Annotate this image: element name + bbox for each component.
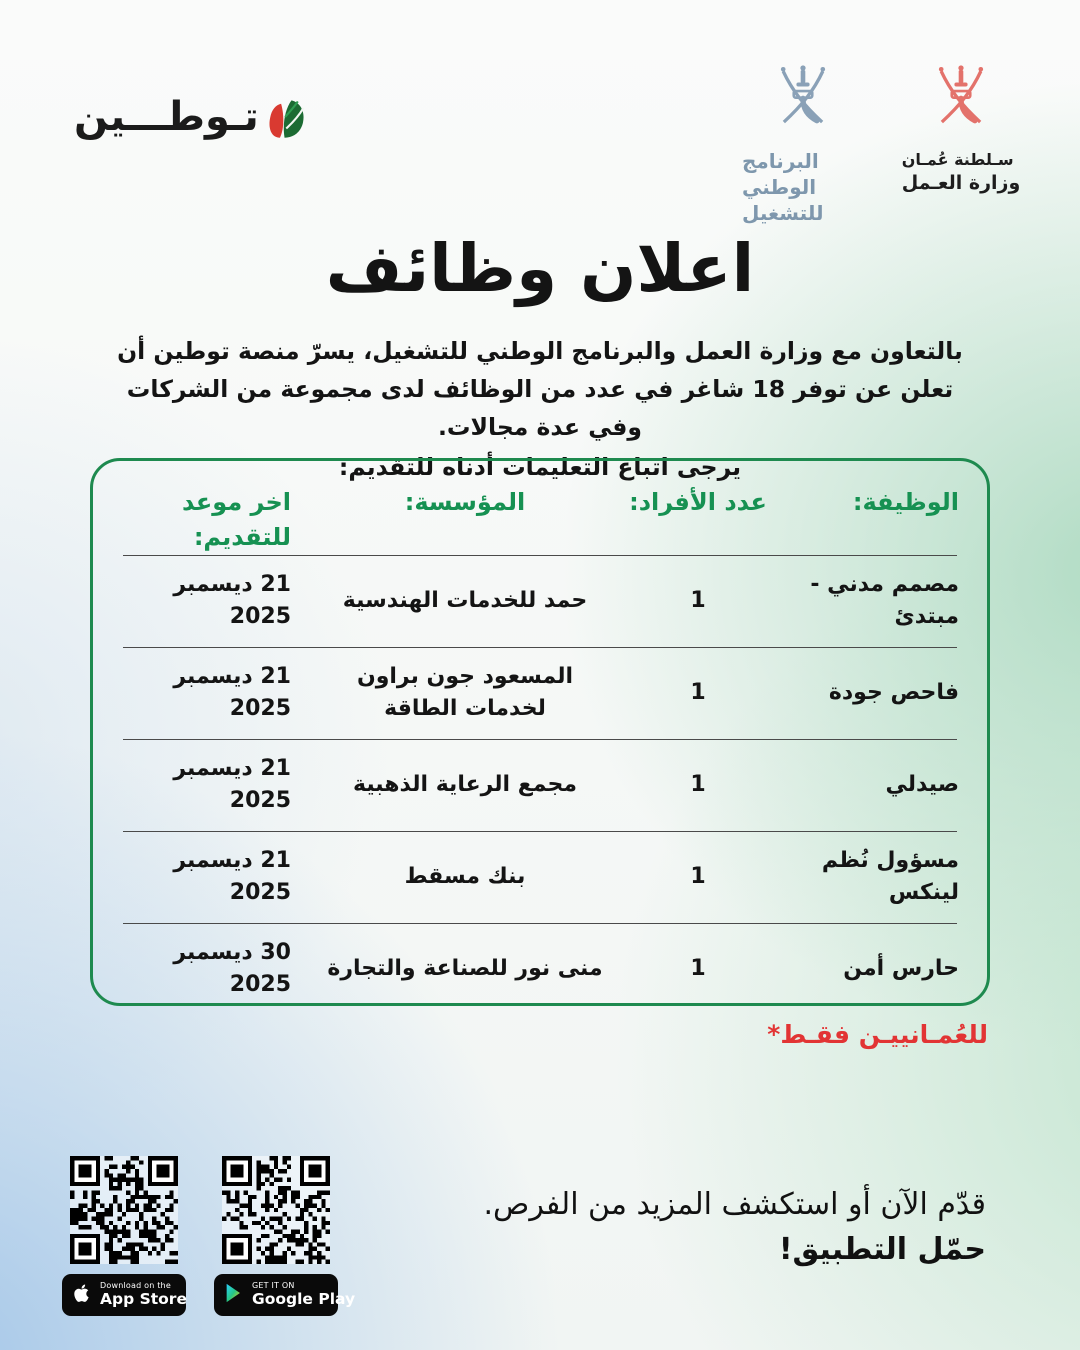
appstore-qr-code [70, 1156, 178, 1264]
company-cell: منى نور للصناعة والتجارة [327, 956, 603, 982]
table-row [121, 740, 959, 831]
intro-line1: بالتعاون مع وزارة العمل والبرنامج الوطني للتشغيل، يسرّ منصة توطين أن تعلن عن توفر 18 شاغر في عدد من الوظائف لدى مجموعة من الشركات وفي عدة مجالات. [117, 337, 963, 442]
column-header-deadline: اخر موعد للتقديم: [182, 488, 291, 551]
cta-line2: حمّل التطبيق! [778, 1232, 986, 1267]
table-row [121, 556, 959, 647]
table-row [121, 832, 959, 923]
appstore-block [62, 1156, 186, 1316]
table-row [121, 648, 959, 739]
omanis-only-note: للعُمـانييـن فقـط* [767, 1020, 988, 1049]
appstore-badge-bottom: App Store [100, 1289, 187, 1308]
national-employment-program-logo [742, 60, 864, 226]
tawteen-logo-text: تـوطـــين [74, 94, 259, 140]
google-play-icon [223, 1281, 245, 1309]
app-download-section [62, 1156, 356, 1316]
company-cell: المسعود جون براون لخدمات الطاقة [356, 664, 574, 722]
deadline-cell: 30 ديسمبر 2025 [173, 940, 291, 998]
count-cell: 1 [690, 588, 706, 614]
table-row [121, 924, 959, 1015]
googleplay-badge[interactable] [214, 1274, 356, 1316]
apple-icon [71, 1281, 93, 1309]
deadline-cell: 21 ديسمبر 2025 [173, 664, 291, 722]
tawteen-logo [74, 94, 311, 140]
googleplay-badge-top: GET IT ON [252, 1281, 295, 1291]
column-header-company: المؤسسة: [404, 488, 526, 516]
googleplay-block [214, 1156, 356, 1316]
government-logos [742, 60, 1022, 226]
count-cell: 1 [690, 680, 706, 706]
googleplay-badge-bottom: Google Play [252, 1289, 356, 1308]
job-title-cell: فاحص جودة [828, 680, 959, 706]
table-header-row [121, 479, 959, 555]
intro-line2: يرجى اتباع التعليمات أدناه للتقديم: [338, 453, 742, 482]
column-header-count: عدد الأفراد: [629, 488, 767, 516]
deadline-cell: 21 ديسمبر 2025 [173, 848, 291, 906]
job-title-cell: مسؤول نُظم لينكس [821, 848, 959, 906]
job-title-cell: مصمم مدني - مبتدئ [810, 572, 959, 630]
company-cell: حمد للخدمات الهندسية [342, 588, 588, 614]
appstore-badge-top: Download on the [100, 1281, 171, 1291]
nep-logo-text-line1: البرنامج الوطني [742, 149, 819, 199]
oman-emblem-icon [770, 60, 836, 134]
mol-logo-text-line1: سـلطنة عُمـان [901, 150, 1014, 169]
mol-logo-text-line2: وزارة العـمل [901, 172, 1021, 194]
nep-logo-text-line2: للتشغيل [742, 201, 824, 225]
googleplay-qr-code [222, 1156, 330, 1264]
company-cell: مجمع الرعاية الذهبية [352, 772, 578, 798]
job-title-cell: صيدلي [885, 772, 959, 798]
count-cell: 1 [690, 956, 706, 982]
column-header-job: الوظيفة: [852, 488, 959, 516]
appstore-badge[interactable] [62, 1274, 186, 1316]
deadline-cell: 21 ديسمبر 2025 [173, 572, 291, 630]
count-cell: 1 [690, 772, 706, 798]
count-cell: 1 [690, 864, 706, 890]
page-title: اعلان وظائف [325, 230, 755, 308]
oman-emblem-icon [928, 60, 994, 134]
jobs-table-card [90, 458, 990, 1006]
deadline-cell: 21 ديسمبر 2025 [173, 756, 291, 814]
cta-text-block [484, 1182, 986, 1272]
job-title-cell: حارس أمن [843, 956, 959, 982]
cta-line1: قدّم الآن أو استكشف المزيد من الفرص. [483, 1187, 986, 1222]
company-cell: بنك مسقط [404, 864, 526, 890]
ministry-of-labour-logo [900, 60, 1022, 195]
tawteen-flower-icon [265, 94, 311, 140]
